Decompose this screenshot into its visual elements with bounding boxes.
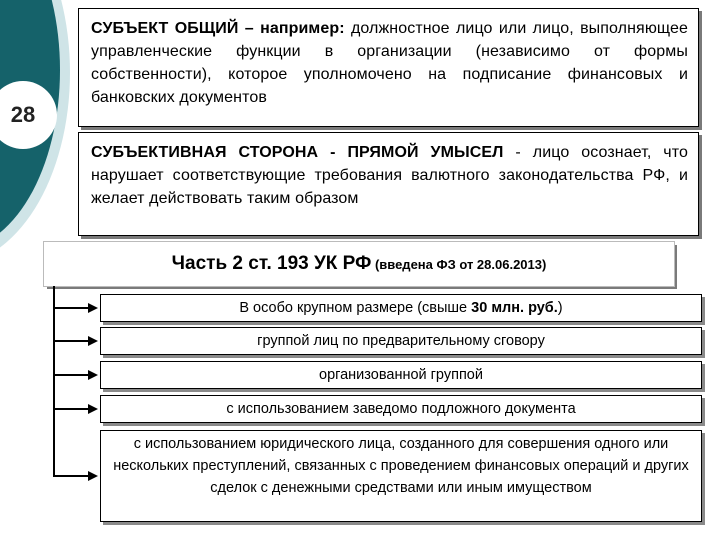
article-part-note: (введена ФЗ от 28.06.2013): [371, 257, 547, 272]
item-amount: 30 млн. руб.: [471, 300, 558, 316]
connector-line: [53, 408, 91, 410]
subject-heading: СУБЪЕКТ ОБЩИЙ – например:: [91, 20, 345, 37]
qualifying-feature-item: организованной группой: [100, 361, 702, 389]
connector-line: [53, 307, 91, 309]
subjective-side-box: [78, 132, 699, 236]
subject-box: [78, 8, 699, 127]
arrow-right-icon: [88, 303, 98, 313]
qualifying-feature-item: группой лиц по предварительному сговору: [100, 327, 702, 355]
slide-number: 28: [10, 102, 36, 127]
qualifying-feature-item: с использованием юридического лица, созданного для совершения одного или нескольких преступлений, связанных с проведением финансовых операций и других сделок с денежными средствами или иным имуществом: [100, 430, 702, 522]
arrow-right-icon: [88, 404, 98, 414]
subject-paragraph: [91, 17, 688, 109]
connector-line: [53, 340, 91, 342]
arrow-right-icon: [88, 336, 98, 346]
subjective-side-text: - лицо осознает, что нарушает соответствующие требования валютного законодательства РФ, и желает действовать таким образом: [91, 144, 688, 207]
article-part-title-box: [44, 242, 674, 286]
arrow-right-icon: [88, 370, 98, 380]
subjective-side-heading: СУБЪЕКТИВНАЯ СТОРОНА - ПРЯМОЙ УМЫСЕЛ: [91, 144, 504, 161]
qualifying-feature-item: с использованием заведомо подложного документа: [100, 395, 702, 423]
subjective-side-paragraph: [91, 141, 688, 210]
article-part-title: Часть 2 ст. 193 УК РФ: [171, 253, 372, 274]
qualifying-feature-item: [100, 294, 702, 322]
connector-vertical-line: [53, 286, 55, 477]
item-text-end: ): [557, 300, 563, 316]
connector-line: [53, 374, 91, 376]
subject-text: должностное лицо или лицо, выполняющее управленческие функции в организации (независимо от формы собственности), которое уполномочено на подписание финансовых и банковских документов: [91, 20, 688, 106]
connector-line: [53, 475, 91, 477]
arrow-right-icon: [88, 471, 98, 481]
item-text: В особо крупном размере (свыше: [239, 300, 472, 316]
